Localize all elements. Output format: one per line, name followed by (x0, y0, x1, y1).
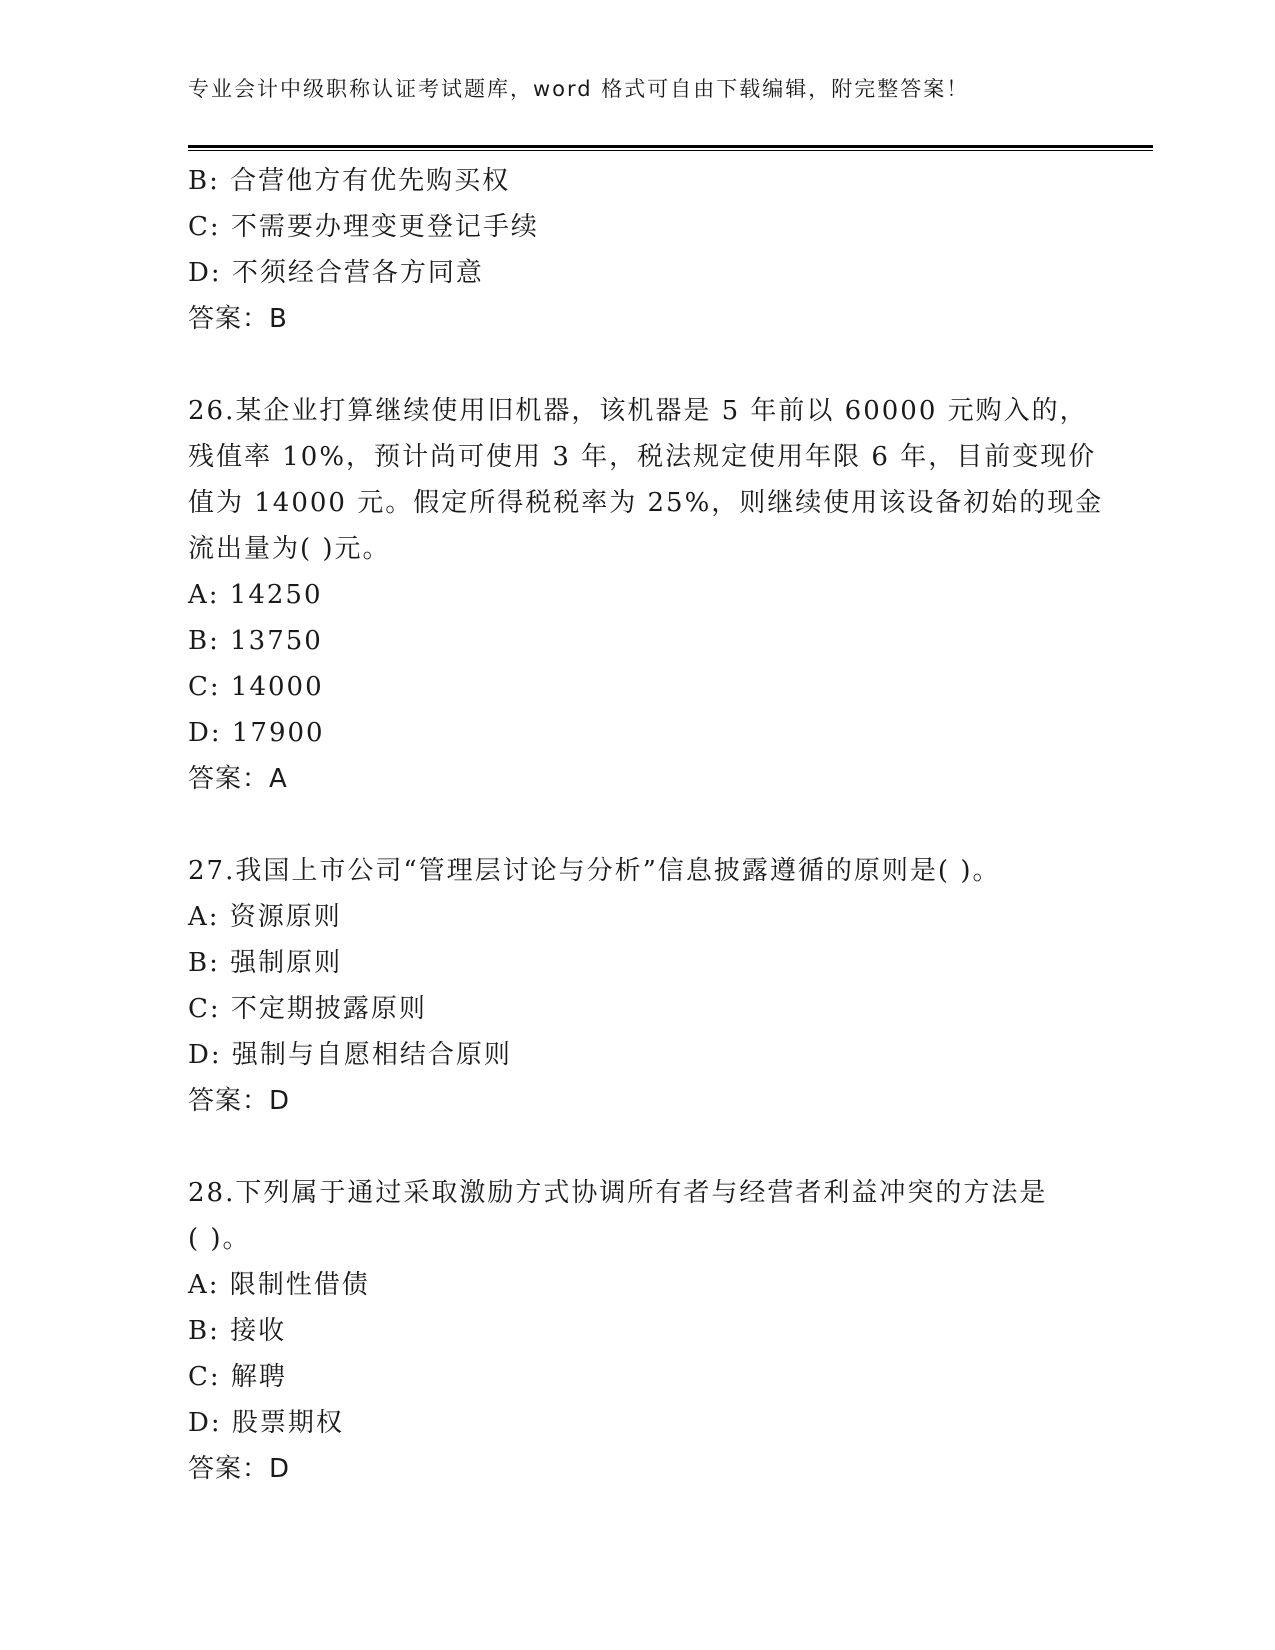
question-26 (188, 388, 1104, 802)
question-27 (188, 848, 1088, 1124)
option-a: A: 14250 (188, 580, 323, 610)
answer-line: 答案：D (188, 1454, 291, 1484)
question-25-tail (188, 158, 1088, 342)
header-rule-thick (188, 145, 1153, 148)
answer-line: 答案：D (188, 1086, 291, 1116)
option-d: D: 不须经合营各方同意 (188, 258, 484, 288)
option-d: D: 股票期权 (188, 1408, 344, 1438)
question-stem-line: ( )。 (188, 1224, 251, 1254)
option-c: C: 不需要办理变更登记手续 (188, 212, 539, 242)
option-c: C: 14000 (188, 672, 324, 702)
question-stem-line: 残值率 10%，预计尚可使用 3 年，税法规定使用年限 6 年，目前变现价 (188, 442, 1097, 472)
spacer (188, 342, 1088, 388)
question-stem-line: 27.我国上市公司“管理层讨论与分析”信息披露遵循的原则是( )。 (188, 856, 1001, 886)
option-c: C: 不定期披露原则 (188, 994, 427, 1024)
option-d: D: 强制与自愿相结合原则 (188, 1040, 512, 1070)
option-b: B: 强制原则 (188, 948, 343, 978)
answer-line: 答案：A (188, 764, 288, 794)
option-b: B: 接收 (188, 1316, 287, 1346)
question-list (188, 158, 1104, 1492)
question-stem-line: 28.下列属于通过采取激励方式协调所有者与经营者利益冲突的方法是 (188, 1178, 1048, 1208)
answer-line: 答案：B (188, 304, 288, 334)
option-b: B: 13750 (188, 626, 323, 656)
option-d: D: 17900 (188, 718, 325, 748)
header-rule-thin (188, 150, 1153, 151)
option-a: A: 资源原则 (188, 902, 342, 932)
option-a: A: 限制性借债 (188, 1270, 370, 1300)
question-stem-line: 值为 14000 元。假定所得税税率为 25%，则继续使用该设备初始的现金 (188, 488, 1104, 518)
spacer (188, 802, 1088, 848)
option-b: B: 合营他方有优先购买权 (188, 166, 511, 196)
page-header: 专业会计中级职称认证考试题库，word 格式可自由下载编辑，附完整答案！ (188, 77, 970, 101)
question-stem-line: 流出量为( )元。 (188, 534, 391, 564)
question-28 (188, 1170, 1088, 1492)
question-stem-line: 26.某企业打算继续使用旧机器，该机器是 5 年前以 60000 元购入的， (188, 396, 1088, 426)
spacer (188, 1124, 1088, 1170)
option-c: C: 解聘 (188, 1362, 287, 1392)
